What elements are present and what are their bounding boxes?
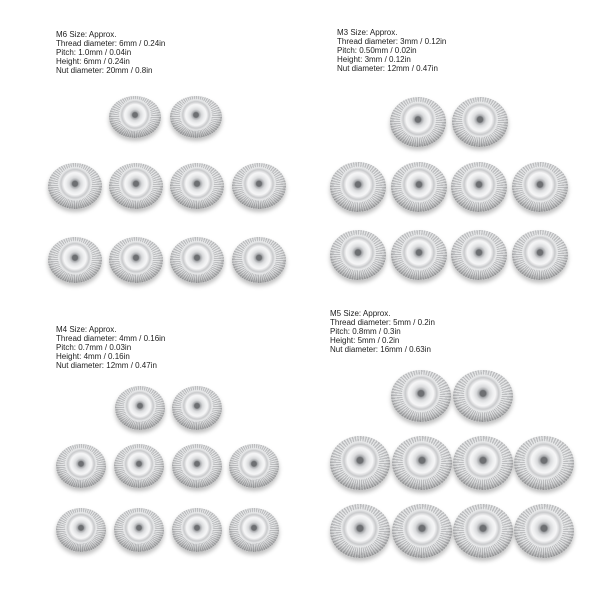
m3-height: Height: 3mm / 0.12in — [337, 55, 411, 64]
m6-title: M6 Size: Approx. — [56, 30, 117, 39]
knurled-nut-image — [391, 370, 451, 422]
knurled-nut-image — [392, 436, 452, 490]
knurled-nut-image — [453, 370, 513, 422]
knurled-nut-image — [453, 504, 513, 558]
m5-thread: Thread diameter: 5mm / 0.2in — [330, 318, 435, 327]
knurled-nut-image — [56, 508, 106, 552]
m3-pitch: Pitch: 0.50mm / 0.02in — [337, 46, 417, 55]
knurled-nut-image — [451, 230, 507, 280]
knurled-nut-image — [232, 237, 286, 283]
m4-pitch: Pitch: 0.7mm / 0.03in — [56, 343, 132, 352]
knurled-nut-image — [170, 96, 222, 138]
knurled-nut-image — [172, 444, 222, 488]
m4-thread: Thread diameter: 4mm / 0.16in — [56, 334, 166, 343]
m6-thread: Thread diameter: 6mm / 0.24in — [56, 39, 166, 48]
knurled-nut-image — [172, 508, 222, 552]
knurled-nut-image — [512, 230, 568, 280]
knurled-nut-image — [114, 444, 164, 488]
m4-title: M4 Size: Approx. — [56, 325, 117, 334]
knurled-nut-image — [56, 444, 106, 488]
knurled-nut-image — [514, 436, 574, 490]
m3-thread: Thread diameter: 3mm / 0.12in — [337, 37, 447, 46]
knurled-nut-image — [229, 508, 279, 552]
knurled-nut-image — [229, 444, 279, 488]
knurled-nut-image — [114, 508, 164, 552]
knurled-nut-image — [48, 163, 102, 209]
knurled-nut-image — [48, 237, 102, 283]
knurled-nut-image — [453, 436, 513, 490]
knurled-nut-image — [391, 162, 447, 212]
m4-nut-diameter: Nut diameter: 12mm / 0.47in — [56, 361, 157, 370]
knurled-nut-image — [391, 230, 447, 280]
knurled-nut-image — [115, 386, 165, 430]
knurled-nut-image — [109, 237, 163, 283]
knurled-nut-image — [109, 96, 161, 138]
knurled-nut-image — [330, 504, 390, 558]
knurled-nut-image — [330, 230, 386, 280]
knurled-nut-image — [512, 162, 568, 212]
knurled-nut-image — [330, 162, 386, 212]
m6-spec-block — [56, 30, 165, 75]
m3-nut-diameter: Nut diameter: 12mm / 0.47in — [337, 64, 438, 73]
m6-nut-diameter: Nut diameter: 20mm / 0.8in — [56, 66, 153, 75]
knurled-nut-image — [170, 163, 224, 209]
m3-title: M3 Size: Approx. — [337, 28, 398, 37]
m5-nut-diameter: Nut diameter: 16mm / 0.63in — [330, 345, 431, 354]
m5-height: Height: 5mm / 0.2in — [330, 336, 400, 345]
knurled-nut-image — [451, 162, 507, 212]
knurled-nut-image — [109, 163, 163, 209]
m6-height: Height: 6mm / 0.24in — [56, 57, 130, 66]
knurled-nut-image — [232, 163, 286, 209]
knurled-nut-image — [452, 97, 508, 147]
knurled-nut-image — [390, 97, 446, 147]
knurled-nut-image — [330, 436, 390, 490]
m4-spec-block — [56, 325, 165, 370]
knurled-nut-image — [514, 504, 574, 558]
m5-spec-block — [330, 309, 435, 354]
knurled-nut-image — [172, 386, 222, 430]
m3-spec-block — [337, 28, 446, 73]
m6-pitch: Pitch: 1.0mm / 0.04in — [56, 48, 132, 57]
m5-title: M5 Size: Approx. — [330, 309, 391, 318]
m5-pitch: Pitch: 0.8mm / 0.3in — [330, 327, 401, 336]
knurled-nut-image — [170, 237, 224, 283]
knurled-nut-image — [392, 504, 452, 558]
m4-height: Height: 4mm / 0.16in — [56, 352, 130, 361]
